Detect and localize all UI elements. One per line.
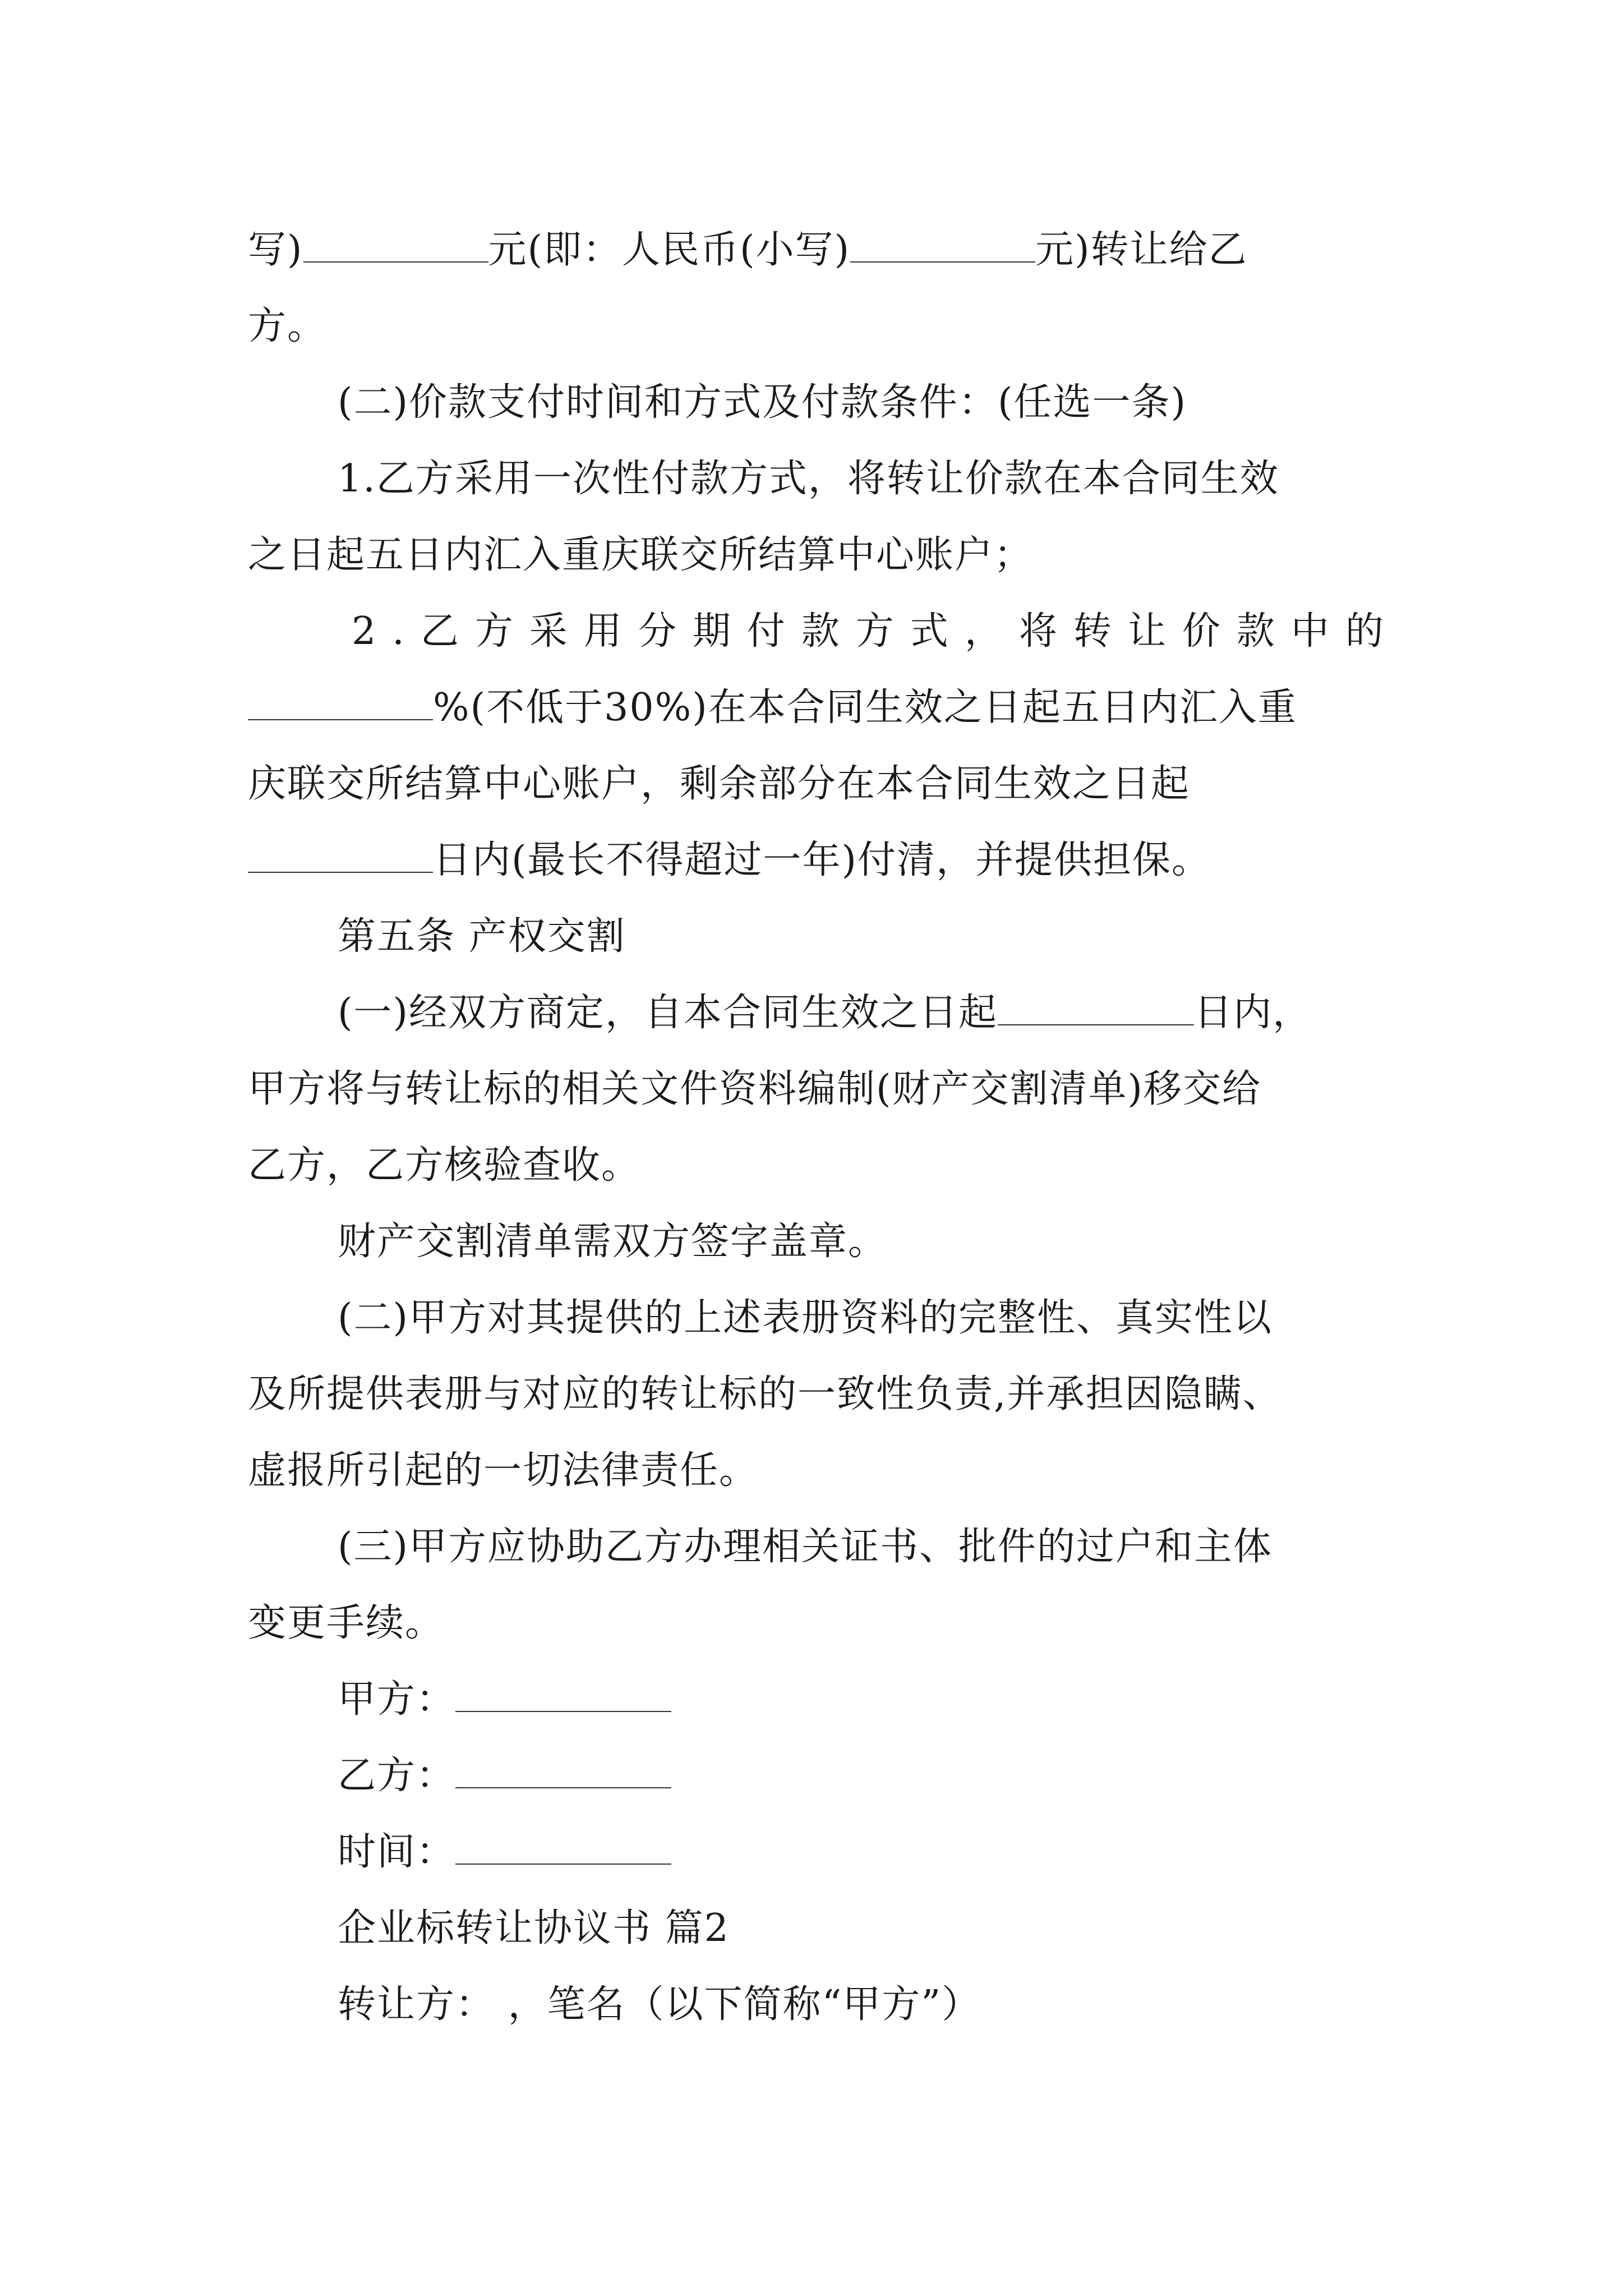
signature-party-a — [248, 1662, 1375, 1738]
signature-label: 时间： — [338, 1830, 456, 1874]
text-line — [248, 365, 1375, 441]
text-line — [248, 1585, 1375, 1662]
signature-label: 乙方： — [338, 1754, 456, 1798]
text-line — [248, 975, 1375, 1051]
section-heading — [248, 899, 1375, 975]
text-line — [248, 288, 1375, 365]
text-fragment: 日内(最长不得超过一年)付清，并提供担保。 — [433, 838, 1211, 882]
signature-blank — [455, 1752, 671, 1788]
text-fragment: 企业标转让协议书 篇2 — [338, 1906, 730, 1950]
section-title — [248, 1890, 1375, 1967]
text-fragment: 甲方将与转让标的相关文件资料编制(财产交割清单)移交给 — [248, 1067, 1262, 1111]
text-line — [248, 1356, 1375, 1433]
text-fragment: 乙方，乙方核验查收。 — [248, 1143, 641, 1188]
text-line — [248, 1204, 1375, 1280]
text-line — [248, 822, 1375, 899]
text-fragment: 写) — [248, 228, 303, 272]
text-line — [248, 1280, 1375, 1356]
text-fragment: 方。 — [248, 304, 327, 348]
text-fragment: (二)甲方对其提供的上述表册资料的完整性、真实性以 — [338, 1296, 1273, 1340]
text-line — [248, 670, 1375, 746]
text-fragment: %(不低于30%)在本合同生效之日起五日内汇入重 — [433, 685, 1297, 730]
text-line — [248, 593, 1400, 670]
text-fragment: 变更手续。 — [248, 1601, 445, 1645]
text-fragment: 庆联交所结算中心账户，剩余部分在本合同生效之日起 — [248, 762, 1191, 806]
text-fragment: 2.乙方采用分期付款方式，将转让价款中的 — [352, 609, 1400, 654]
signature-party-b — [248, 1738, 1375, 1814]
fill-blank — [303, 227, 488, 263]
text-fragment: 虚报所引起的一切法律责任。 — [248, 1448, 759, 1493]
text-line — [248, 746, 1375, 822]
text-line — [248, 441, 1375, 517]
text-fragment: 及所提供表册与对应的转让标的一致性负责,并承担因隐瞒、 — [248, 1372, 1282, 1416]
fill-blank — [998, 990, 1194, 1025]
text-fragment: (一)经双方商定，自本合同生效之日起 — [338, 991, 998, 1035]
text-line — [248, 1433, 1375, 1509]
text-line — [248, 1128, 1375, 1204]
text-fragment: 财产交割清单需双方签字盖章。 — [338, 1220, 888, 1264]
text-fragment: 第五条 产权交割 — [338, 914, 626, 959]
fill-blank — [850, 227, 1035, 263]
text-fragment: 之日起五日内汇入重庆联交所结算中心账户； — [248, 533, 1034, 577]
text-fragment: (二)价款支付时间和方式及付款条件：(任选一条) — [338, 380, 1187, 425]
text-fragment: 转让方： ，笔名（以下简称“甲方”） — [338, 1982, 981, 2027]
fill-blank — [248, 684, 433, 720]
text-line — [248, 212, 1375, 288]
text-line — [248, 1509, 1375, 1585]
signature-label: 甲方： — [338, 1677, 456, 1722]
fill-blank — [248, 837, 433, 873]
signature-date — [248, 1814, 1375, 1890]
text-line — [248, 1051, 1375, 1128]
text-fragment: 元(即：人民币(小写) — [488, 228, 851, 272]
text-fragment: (三)甲方应协助乙方办理相关证书、批件的过户和主体 — [338, 1525, 1273, 1569]
text-fragment: 1.乙方采用一次性付款方式，将转让价款在本合同生效 — [338, 457, 1279, 501]
signature-blank — [455, 1829, 671, 1865]
text-fragment: 元)转让给乙 — [1035, 228, 1248, 272]
document-body — [248, 212, 1400, 2043]
text-line — [248, 1967, 1375, 2043]
signature-blank — [455, 1676, 671, 1712]
text-fragment: 日内， — [1194, 991, 1312, 1035]
text-line — [248, 517, 1375, 593]
